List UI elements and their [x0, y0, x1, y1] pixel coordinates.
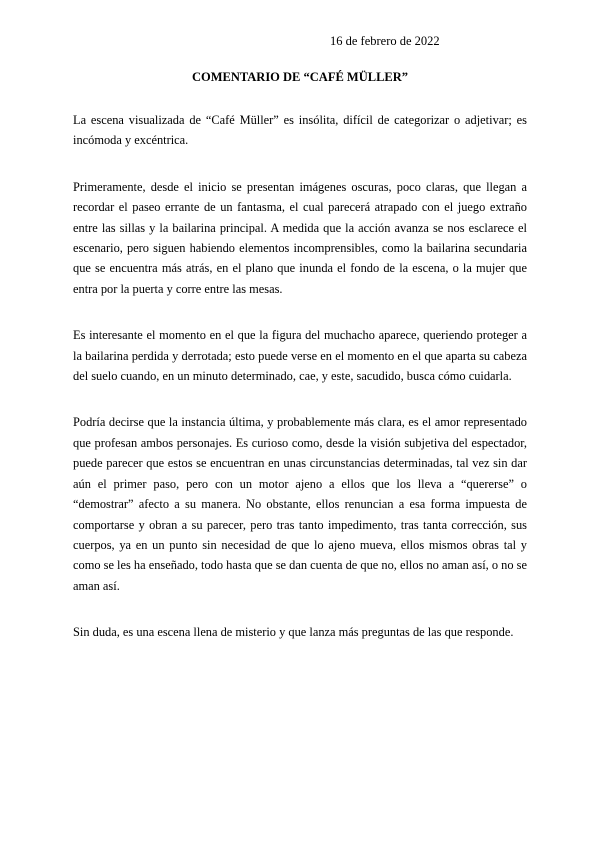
paragraph-first-impressions: Primeramente, desde el inicio se presentan imágenes oscuras, poco claras, que llegan a recordar el paseo errante de un fantasma, el cual parecerá atrapado con el juego extraño entre las sillas y la bailarina principal. A medida que la acción avanza se nos esclarece el escenario, pero siguen habiendo elementos incomprensibles, como la bailarina secundaria que se encuentra más atrás, en el plano que inunda el fondo de la escena, o la mujer que entra por la puerta y corre entre las mesas. [73, 179, 527, 296]
paragraph-love: Podría decirse que la instancia última, y probablemente más clara, es el amor representado que profesan ambos personajes. Es curioso como, desde la visión subjetiva del espectador, puede parecer que estos se encuentran en unas circunstancias determinadas, tal vez sin dar aún el primer paso, pero con un motor ajeno a ellos que los lleva a “quererse” o “demostrar” afecto a su manera. No obstante, ellos renuncian a esa forma impuesta de comportarse y obran a su parecer, pero tras tanto impedimento, tras tanta corrección, sus cuerpos, ya en un punto sin necesidad de que lo ajeno mueva, ellos mismos obras tal y como se les ha enseñado, todo hasta que se dan cuenta de que no, ellos no aman así, o no se aman así. [73, 415, 527, 593]
paragraph-conclusion: Sin duda, es una escena llena de misterio y que lanza más preguntas de las que responde. [73, 625, 514, 640]
document-title: COMENTARIO DE “CAFÉ MÜLLER” [191, 70, 409, 84]
document-body [73, 110, 527, 669]
paragraph-young-man: Es interesante el momento en el que la figura del muchacho aparece, queriendo proteger a la bailarina perdida y derrotada; esto puede verse en el momento en el que aparta su cabeza del suelo cuando, en un minuto determinado, cae, y este, sacudido, busca cómo cuidarla. [73, 328, 527, 384]
paragraph-intro: La escena visualizada de “Café Müller” es insólita, difícil de categorizar o adjetivar; es incómoda y excéntrica. [73, 113, 527, 148]
document-date: 16 de febrero de 2022 [330, 34, 440, 48]
